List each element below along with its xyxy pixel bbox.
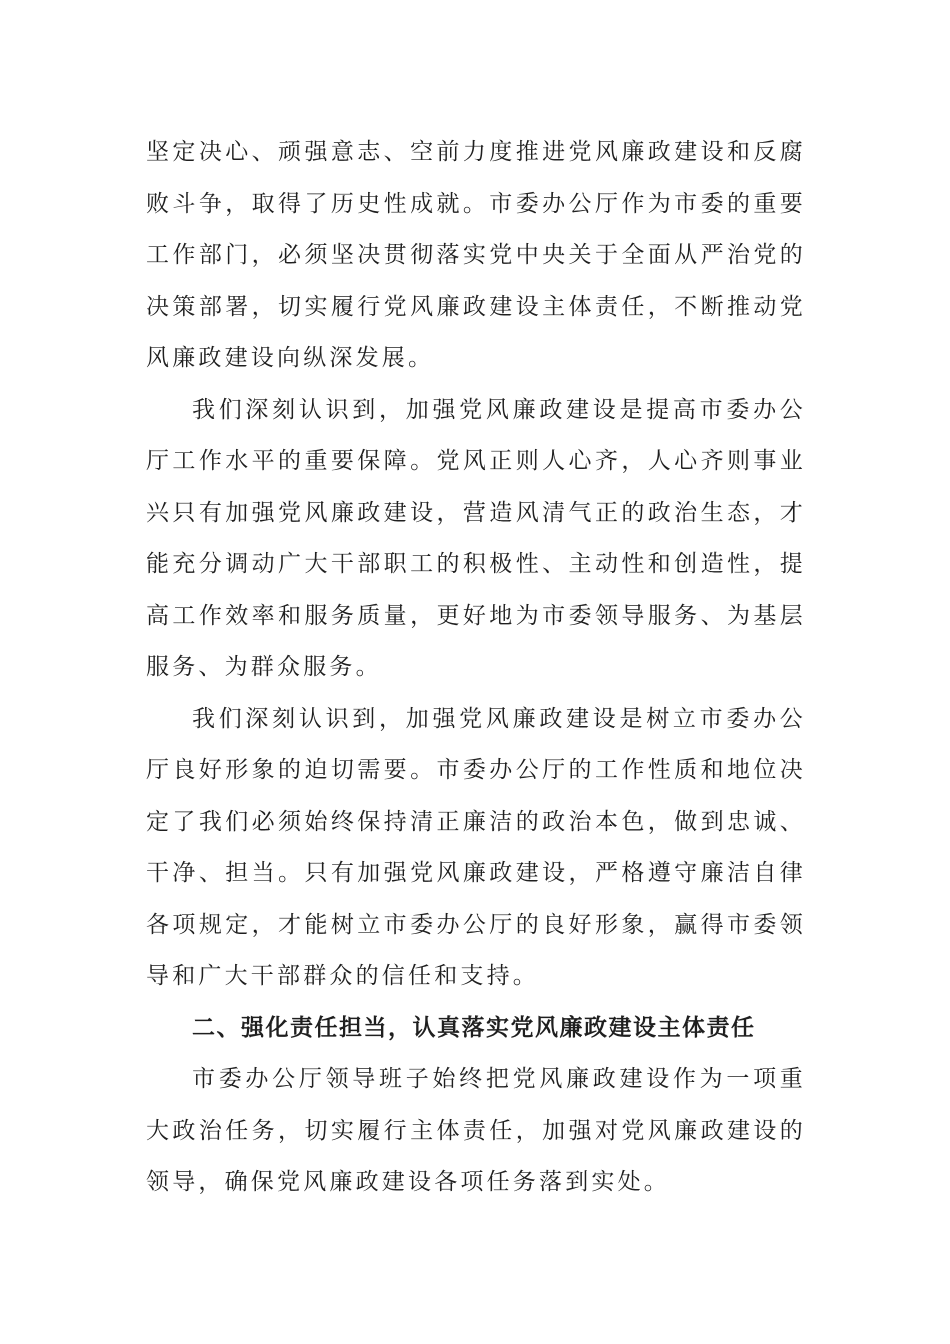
body-paragraph: 市委办公厅领导班子始终把党风廉政建设作为一项重大政治任务，切实履行主体责任，加强对党风廉政建设的领导，确保党风廉政建设各项任务落到实处。 bbox=[146, 1066, 806, 1195]
body-paragraph: 我们深刻认识到，加强党风廉政建设是树立市委办公厅良好形象的迫切需要。市委办公厅的工作性质和地位决定了我们必须始终保持清正廉洁的政治本色，做到忠诚、干净、担当。只有加强党风廉政建设，严格遵守廉洁自律各项规定，才能树立市委办公厅的良好形象，赢得市委领导和广大干部群众的信任和支持。 bbox=[146, 705, 806, 989]
body-paragraph: 坚定决心、顽强意志、空前力度推进党风廉政建设和反腐败斗争，取得了历史性成就。市委办公厅作为市委的重要工作部门，必须坚决贯彻落实党中央关于全面从严治党的决策部署，切实履行党风廉政建设主体责任，不断推动党风廉政建设向纵深发展。 bbox=[146, 139, 806, 371]
section-heading: 二、强化责任担当，认真落实党风廉政建设主体责任 bbox=[192, 1014, 756, 1041]
document-page bbox=[146, 127, 806, 1209]
body-paragraph: 我们深刻认识到，加强党风廉政建设是提高市委办公厅工作水平的重要保障。党风正则人心齐，人心齐则事业兴只有加强党风廉政建设，营造风清气正的政治生态，才能充分调动广大干部职工的积极性、主动性和创造性，提高工作效率和服务质量，更好地为市委领导服务、为基层服务、为群众服务。 bbox=[146, 396, 806, 680]
